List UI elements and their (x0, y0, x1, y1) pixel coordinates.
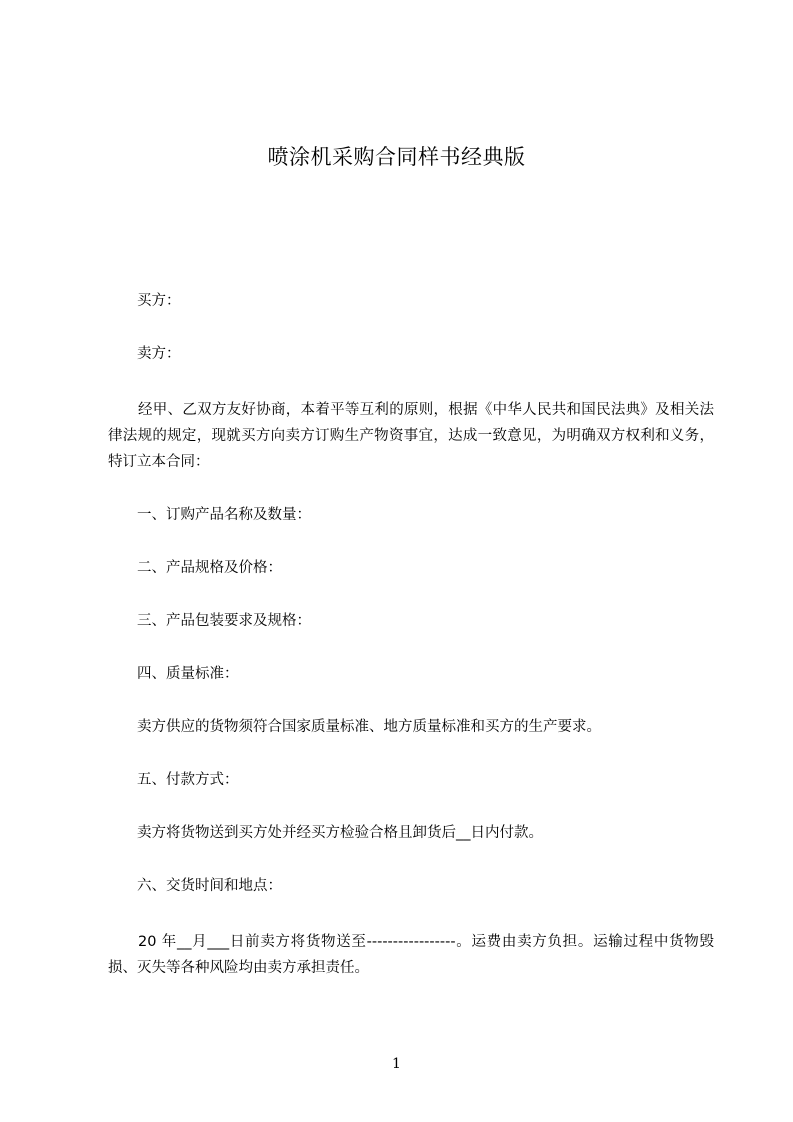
section-6-text: 20 年__月___日前卖方将货物送至-----------------。运费由卖方负担。运输过程中货物毁损、灭失等各种风险均由卖方承担责任。 (108, 934, 714, 976)
intro-paragraph: 经甲、乙双方友好协商，本着平等互利的原则，根据《中华人民共和国民法典》及相关法律法规的规定，现就买方向卖方订购生产物资事宜，达成一致意见，为明确双方权利和义务，特订立本合同： (108, 402, 714, 470)
section-4-heading: 四、质量标准： (137, 666, 239, 682)
page-number: 1 (392, 1056, 401, 1072)
section-5-heading: 五、付款方式： (137, 772, 239, 788)
section-5-text: 卖方将货物送到买方处并经买方检验合格且卸货后__日内付款。 (137, 825, 543, 841)
section-6-heading: 六、交货时间和地点： (137, 878, 282, 894)
seller-label: 卖方： (137, 346, 181, 362)
document-title: 喷涂机采购合同样书经典版 (267, 145, 526, 169)
section-2-heading: 二、产品规格及价格： (137, 560, 282, 576)
buyer-label: 买方： (137, 293, 181, 309)
section-3-heading: 三、产品包装要求及规格： (137, 613, 311, 629)
section-4-text: 卖方供应的货物须符合国家质量标准、地方质量标准和买方的生产要求。 (137, 719, 601, 735)
section-1-heading: 一、订购产品名称及数量： (137, 507, 311, 523)
